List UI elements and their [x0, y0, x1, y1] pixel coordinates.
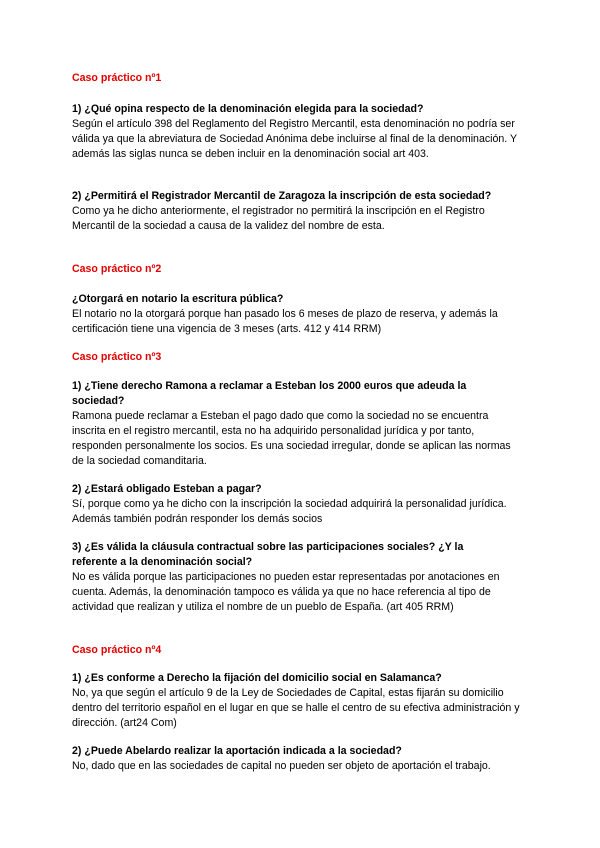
case-1-answer-2: Como ya he dicho anteriormente, el registrador no permitirá la inscripción en el Registro Mercantil de la sociedad a causa de la validez del nombre de esta. — [72, 205, 485, 232]
case-3-question-3: 3) ¿Es válida la cláusula contractual sobre las participaciones sociales? ¿Y la referente a la denominación social? — [72, 541, 464, 568]
case-2-title: Caso práctico nº2 — [72, 263, 162, 275]
case-3-answer-3: No es válida porque las participaciones no pueden estar representadas por anotaciones en cuenta. Además, la denominación tampoco es válida ya que no hace referencia al tipo de actividad que realizan y utiliza el nombre de un pueblo de España. (art 405 RRM) — [72, 571, 500, 613]
case-4-answer-1: No, ya que según el artículo 9 de la Ley de Sociedades de Capital, estas fijarán su domicilio dentro del territorio español en el lugar en que se halle el centro de su efectiva administración y dirección. (art24 Com) — [72, 687, 520, 729]
case-2-answer-1: El notario no la otorgará porque han pasado los 6 meses de plazo de reserva, y además la certificación tiene una vigencia de 3 meses (arts. 412 y 414 RRM) — [72, 308, 498, 335]
case-4-title: Caso práctico nº4 — [72, 644, 162, 656]
case-4-question-2: 2) ¿Puede Abelardo realizar la aportación indicada a la sociedad? — [72, 745, 402, 757]
case-3-question-1: 1) ¿Tiene derecho Ramona a reclamar a Esteban los 2000 euros que adeuda la sociedad? — [72, 380, 467, 407]
case-1-question-1: 1) ¿Qué opina respecto de la denominación elegida para la sociedad? — [72, 103, 424, 115]
case-2-question-1: ¿Otorgará en notario la escritura pública? — [72, 293, 284, 305]
case-1-question-2: 2) ¿Permitirá el Registrador Mercantil de Zaragoza la inscripción de esta sociedad? — [72, 190, 492, 202]
case-3-question-2: 2) ¿Estará obligado Esteban a pagar? — [72, 483, 262, 495]
case-1-title: Caso práctico nº1 — [72, 72, 162, 84]
case-1-answer-1: Según el artículo 398 del Reglamento del Registro Mercantil, esta denominación no podría ser válida ya que la abreviatura de Sociedad Anónima debe incluirse al final de la denominación. Y además las siglas nunca se deben incluir en la denominación social art 403. — [72, 118, 517, 160]
case-3-title: Caso práctico nº3 — [72, 351, 162, 363]
case-3-answer-1: Ramona puede reclamar a Esteban el pago dado que como la sociedad no se encuentra inscrita en el registro mercantil, esta no ha adquirido personalidad jurídica y por tanto, responden personalmente los socios. Es una sociedad irregular, donde se aplican las normas de la sociedad comanditaria. — [72, 410, 511, 467]
case-4-question-1: 1) ¿Es conforme a Derecho la fijación del domicilio social en Salamanca? — [72, 672, 442, 684]
case-4-answer-2: No, dado que en las sociedades de capital no pueden ser objeto de aportación el trabajo. — [72, 760, 491, 772]
case-3-answer-2: Sí, porque como ya he dicho con la inscripción la sociedad adquirirá la personalidad jurídica. Además también podrán responder los demás socios — [72, 498, 507, 525]
